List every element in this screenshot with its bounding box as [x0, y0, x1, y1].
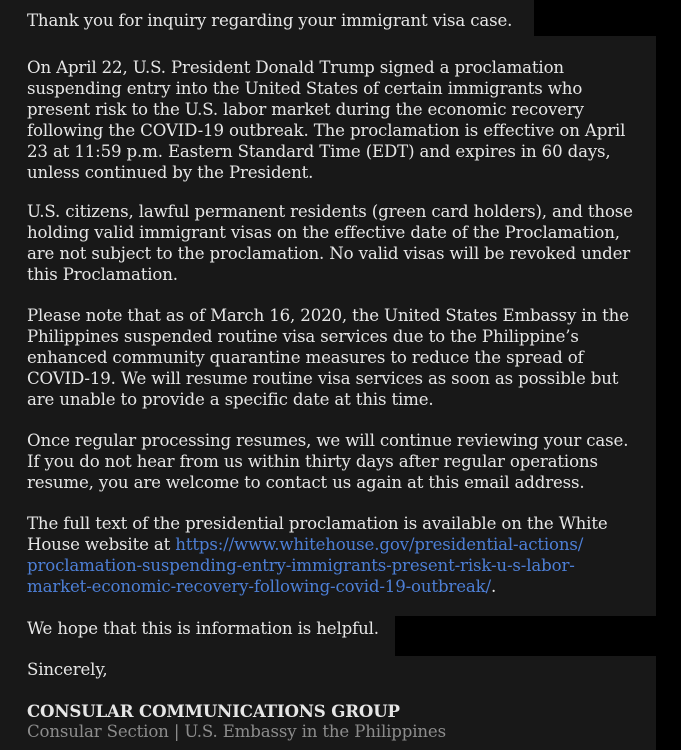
- paragraph-1-line: unless continued by the President.: [27, 163, 314, 182]
- paragraph-1-line: On April 22, U.S. President Donald Trump signed a proclamation: [27, 58, 564, 77]
- paragraph-5-text: .: [490, 577, 497, 596]
- paragraph-2-line: this Proclamation.: [27, 265, 178, 284]
- paragraph-5-line: [27, 534, 583, 555]
- paragraph-3-line: Philippines suspended routine visa services due to the Philippine’s: [27, 327, 579, 346]
- proclamation-link[interactable]: proclamation-suspending-entry-immigrants-present-risk-u-s-labor-: [27, 556, 575, 575]
- signoff-text: Sincerely,: [27, 660, 108, 679]
- paragraph-2-line: are not subject to the proclamation. No valid visas will be revoked under: [27, 244, 631, 263]
- proclamation-link[interactable]: https://www.whitehouse.gov/presidential-actions/: [175, 535, 584, 554]
- signature-name: CONSULAR COMMUNICATIONS GROUP: [27, 701, 400, 721]
- greeting-text: Thank you for inquiry regarding your immigrant visa case.: [27, 11, 513, 30]
- paragraph-2-line: holding valid immigrant visas on the effective date of the Proclamation,: [27, 223, 620, 242]
- paragraph-3-line: Please note that as of March 16, 2020, the United States Embassy in the: [27, 306, 629, 325]
- paragraph-5-line: The full text of the presidential proclamation is available on the White: [27, 514, 608, 533]
- signature-subtitle: Consular Section | U.S. Embassy in the Philippines: [27, 722, 446, 741]
- paragraph-1-line: following the COVID-19 outbreak. The proclamation is effective on April: [27, 121, 626, 140]
- paragraph-1-line: 23 at 11:59 p.m. Eastern Standard Time (EDT) and expires in 60 days,: [27, 142, 611, 161]
- closing-hope-text: We hope that this is information is helpful.: [27, 619, 379, 638]
- paragraph-4-line: If you do not hear from us within thirty days after regular operations: [27, 452, 598, 471]
- paragraph-1-line: suspending entry into the United States of certain immigrants who: [27, 79, 583, 98]
- paragraph-3-line: COVID-19. We will resume routine visa services as soon as possible but: [27, 369, 619, 388]
- paragraph-5-line: [27, 555, 575, 576]
- proclamation-link[interactable]: market-economic-recovery-following-covid-19-outbreak/: [27, 577, 491, 596]
- paragraph-3-line: are unable to provide a specific date at this time.: [27, 390, 434, 409]
- paragraph-2-line: U.S. citizens, lawful permanent residents (green card holders), and those: [27, 202, 633, 221]
- paragraph-3-line: enhanced community quarantine measures to reduce the spread of: [27, 348, 584, 367]
- paragraph-4-line: Once regular processing resumes, we will continue reviewing your case.: [27, 431, 629, 450]
- paragraph-5-text: House website at: [27, 535, 176, 554]
- paragraph-5-line: [27, 576, 496, 597]
- paragraph-1-line: present risk to the U.S. labor market during the economic recovery: [27, 100, 584, 119]
- paragraph-4-line: resume, you are welcome to contact us again at this email address.: [27, 473, 585, 492]
